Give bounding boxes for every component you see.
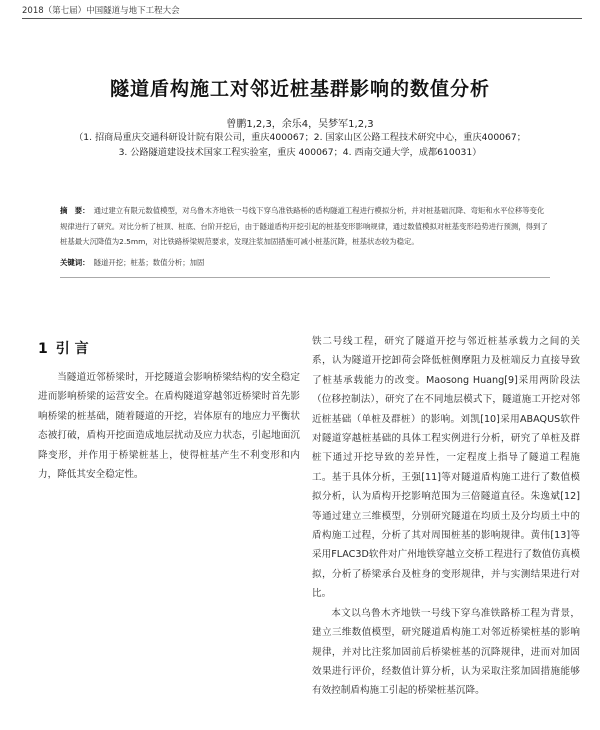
- paper-title: 隧道盾构施工对邻近桩基群影响的数值分析: [109, 78, 490, 100]
- divider: [60, 277, 550, 278]
- keywords: [60, 257, 550, 268]
- paragraph: 当隧道近邻桥梁时，开挖隧道会影响桥梁结构的安全稳定进而影响桥梁的运营安全。在盾构隧道穿越邻近桥梁时首先影响桥梁的桩基础，随着隧道的开挖，岩体原有的地应力平衡状态被打破，盾构开挖面造成地层扰动及应力状态，引起地面沉降变形，并作用于桥梁桩基上，使得桩基产生不利变形和内力，降低其安全稳定性。: [38, 372, 300, 481]
- section-title: 引 言: [55, 341, 89, 357]
- abstract: [60, 203, 550, 250]
- right-column: [312, 332, 580, 701]
- affiliations: （1. 招商局重庆交通科研设计院有限公司，重庆400067；2. 国家山区公路工程技术研究中心，重庆400067；3. 公路隧道建设技术国家工程实验室，重庆 400067；4. 西南交通大学，成都610031）: [74, 132, 526, 158]
- paragraph: 本文以乌鲁木齐地铁一号线下穿乌准铁路桥工程为背景，建立三维数值模型，研究隧道盾构施工对邻近桥梁桩基的影响规律，并对比注浆加固前后桥梁桩基的沉降规律，进而对加固效果进行评价，经数值计算分析，认为采取注浆加固措施能够有效控制盾构施工引起的桥梁桩基沉降。: [312, 607, 580, 697]
- running-header: 2018（第七届）中国隧道与地下工程大会: [22, 4, 582, 19]
- abstract-label: 摘 要：: [60, 206, 90, 215]
- section-heading: [38, 338, 97, 358]
- abstract-text: 通过建立有限元数值模型，对乌鲁木齐地铁一号线下穿乌准铁路桥的盾构隧道工程进行模拟分析，并对桩基础沉降、弯矩和水平位移等变化规律进行了研究。对比分析了桩顶、桩底、台阶开挖后，由于隧道盾构开挖引起的桩基变形影响规律，通过数值模拟对桩基变形趋势进行预测，得到了桩基最大沉降值为2.5mm，对比铁路桥梁规范要求，发现注浆加固措施可减小桩基沉降，桩基状态较为稳定。: [60, 206, 548, 246]
- author-list: 曾鹏1,2,3，余乐4，吴梦军1,2,3: [226, 119, 374, 130]
- left-column: [38, 368, 300, 484]
- section-number: 1: [38, 341, 48, 357]
- keywords-text: 隧道开挖；桩基；数值分析；加固: [93, 258, 205, 267]
- paragraph: 铁二号线工程，研究了隧道开挖与邻近桩基承载力之间的关系，认为隧道开挖卸荷会降低桩侧摩阻力及桩端反力直接导致了桩基承载能力的改变。Maosong Huang[9]采用两阶段法（位移控制法），研究了在不同地层模式下，隧道施工开挖对邻近桩基础（单桩及群桩）的影响。刘凯[10]采用ABAQUS软件对隧道穿越桩基础的具体工程实例进行分析，研究了单桩及群桩下通过开挖导致的差异性，一定程度上指导了隧道工程施工。基于具体分析，王强[11]等对隧道盾构施工进行了数值模拟分析，认为盾构开挖影响范围为三倍隧道直径。朱逸斌[12]等通过建立三维模型，分别研究隧道在均质土及分均质土中的盾构施工过程，分析了其对周围桩基的影响规律。黄伟[13]等采用FLAC3D软件对广州地铁穿越立交桥工程进行了数值仿真模拟，分析了桥梁承台及桩身的变形规律，并与实测结果进行对比。: [312, 336, 580, 600]
- keywords-label: 关键词：: [60, 258, 90, 267]
